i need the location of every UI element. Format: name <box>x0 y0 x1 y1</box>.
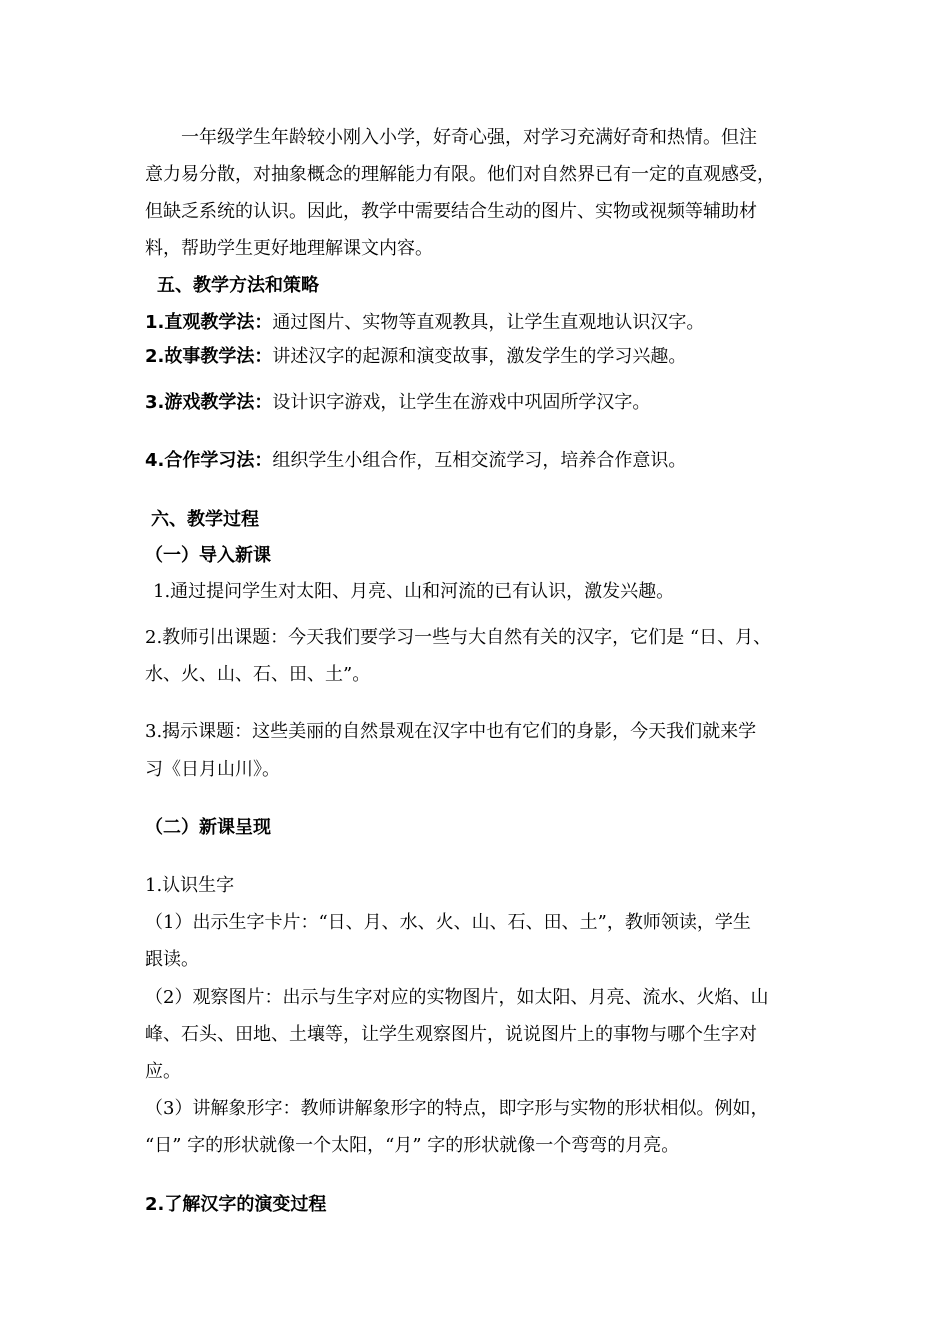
intro-step-1: 1.通过提问学生对太阳、月亮、山和河流的已有认识，激发兴趣。 <box>153 581 675 602</box>
intro-step-3-line-1: 3.揭示课题：这些美丽的自然景观在汉字中也有它们的身影，今天我们就来学 <box>145 721 757 742</box>
new-lesson-line-4: （2）观察图片：出示与生字对应的实物图片，如太阳、月亮、流水、火焰、山 <box>145 987 769 1008</box>
method-item-1-text: 通过图片、实物等直观教具，让学生直观地认识汉字。 <box>272 312 705 333</box>
intro-line-3: 但缺乏系统的认识。因此，教学中需要结合生动的图片、实物或视频等辅助材 <box>145 201 757 222</box>
section-5-heading: 五、教学方法和策略 <box>157 275 319 296</box>
new-lesson-line-8: “日” 字的形状就像一个太阳，“月” 字的形状就像一个弯弯的月亮。 <box>145 1135 680 1156</box>
new-lesson-line-3: 跟读。 <box>145 949 199 970</box>
intro-line-4: 料，帮助学生更好地理解课文内容。 <box>145 238 433 259</box>
intro-line-2: 意力易分散，对抽象概念的理解能力有限。他们对自然界已有一定的直观感受， <box>145 164 775 185</box>
method-item-2 <box>145 345 686 369</box>
intro-step-2-line-1: 2.教师引出课题：今天我们要学习一些与大自然有关的汉字，它们是 “日、月、 <box>145 627 772 648</box>
method-item-4 <box>145 449 686 473</box>
method-item-2-label: 2.故事教学法： <box>145 346 273 367</box>
method-item-2-text: 讲述汉字的起源和演变故事，激发学生的学习兴趣。 <box>272 346 687 367</box>
method-item-4-text: 组织学生小组合作，互相交流学习，培养合作意识。 <box>272 450 687 471</box>
subsection-1-heading: （一）导入新课 <box>145 545 271 566</box>
method-item-4-label: 4.合作学习法： <box>145 450 273 471</box>
new-lesson-line-2: （1）出示生字卡片：“日、月、水、火、山、石、田、土”，教师领读，学生 <box>145 912 751 933</box>
intro-step-2-line-2: 水、火、山、石、田、土”。 <box>145 664 371 685</box>
method-item-3-label: 3.游戏教学法： <box>145 392 273 413</box>
new-lesson-step-2-heading: 2.了解汉字的演变过程 <box>145 1194 327 1215</box>
new-lesson-line-6: 应。 <box>145 1061 181 1082</box>
intro-step-3-line-2: 习《日月山川》。 <box>145 759 280 780</box>
method-item-1 <box>145 311 704 335</box>
subsection-2-heading: （二）新课呈现 <box>145 817 271 838</box>
method-item-3-text: 设计识字游戏，让学生在游戏中巩固所学汉字。 <box>272 392 651 413</box>
method-item-3 <box>145 391 650 415</box>
intro-line-1: 一年级学生年龄较小刚入小学，好奇心强，对学习充满好奇和热情。但注 <box>181 127 757 148</box>
new-lesson-step-1: 1.认识生字 <box>145 875 235 896</box>
new-lesson-line-5: 峰、石头、田地、土壤等，让学生观察图片，说说图片上的事物与哪个生字对 <box>145 1024 757 1045</box>
method-item-1-label: 1.直观教学法： <box>145 312 273 333</box>
new-lesson-line-7: （3）讲解象形字：教师讲解象形字的特点，即字形与实物的形状相似。例如， <box>145 1098 769 1119</box>
section-6-heading: 六、教学过程 <box>151 509 259 530</box>
